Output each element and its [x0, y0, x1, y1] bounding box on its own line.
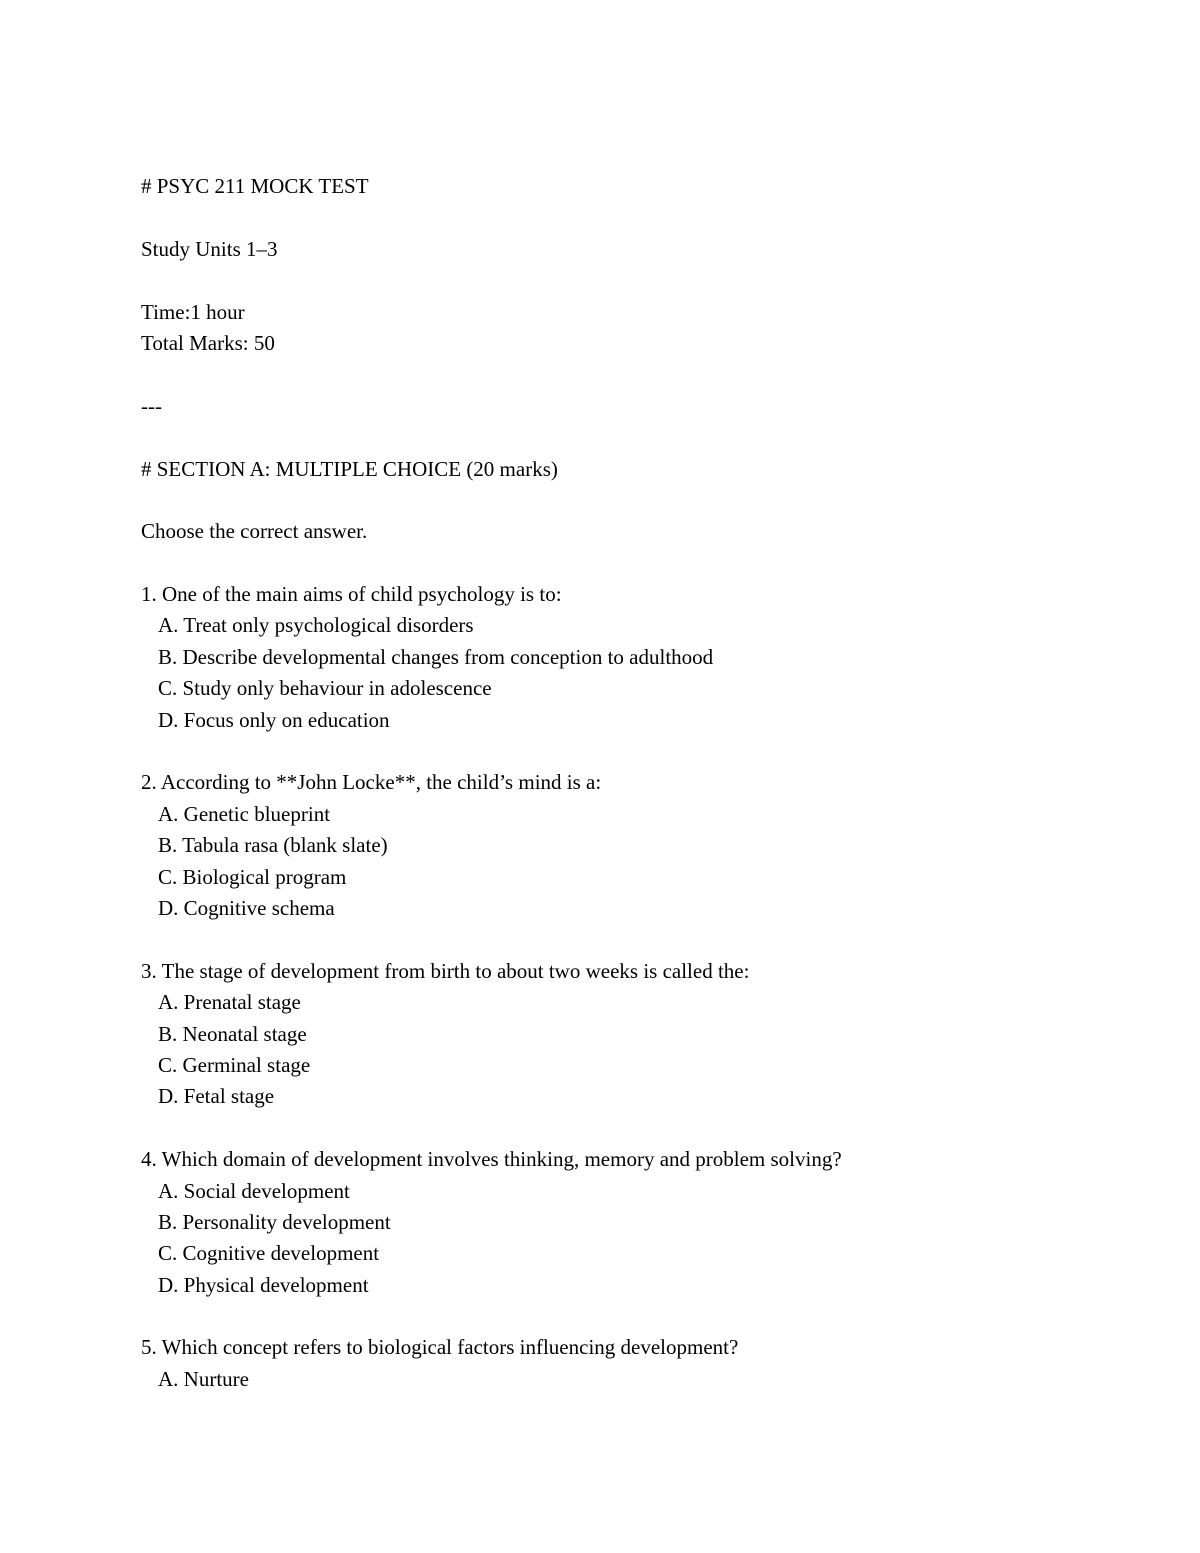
spacer — [141, 1113, 1121, 1144]
answer-option: A. Prenatal stage — [158, 990, 301, 1015]
answer-option: C. Biological program — [158, 864, 347, 889]
spacer — [141, 736, 1121, 767]
total-marks: Total Marks: 50 — [141, 330, 275, 355]
time-limit: Time:1 hour — [141, 299, 245, 324]
document-title: # PSYC 211 MOCK TEST — [141, 174, 369, 198]
section-heading: # SECTION A: MULTIPLE CHOICE (20 marks) — [141, 456, 558, 481]
answer-option: C. Cognitive development — [158, 1241, 380, 1266]
answer-option: B. Neonatal stage — [158, 1021, 307, 1046]
document-body — [141, 171, 1121, 1395]
answer-option: D. Focus only on education — [158, 707, 390, 732]
section-instruction: Choose the correct answer. — [141, 519, 368, 544]
question — [141, 767, 1121, 924]
answer-option: C. Study only behaviour in adolescence — [158, 676, 492, 701]
answer-option: B. Tabula rasa (blank slate) — [158, 833, 388, 858]
answer-option: B. Describe developmental changes from conception to adulthood — [158, 644, 714, 669]
spacer — [141, 202, 1121, 233]
study-units: Study Units 1–3 — [141, 236, 278, 261]
answer-option: B. Personality development — [158, 1209, 391, 1234]
question-stem: 3. The stage of development from birth to about two weeks is called the: — [141, 958, 750, 983]
spacer — [141, 359, 1121, 390]
answer-option: D. Cognitive schema — [158, 895, 335, 920]
answer-option: D. Fetal stage — [158, 1084, 275, 1109]
answer-option: A. Genetic blueprint — [158, 801, 331, 826]
question-stem: 4. Which domain of development involves thinking, memory and problem solving? — [141, 1147, 842, 1172]
question — [141, 579, 1121, 736]
spacer — [141, 548, 1121, 579]
question-stem: 2. According to **John Locke**, the child’s mind is a: — [141, 770, 602, 795]
question — [141, 1144, 1121, 1301]
spacer — [141, 485, 1121, 516]
answer-option: C. Germinal stage — [158, 1052, 311, 1077]
spacer — [141, 1301, 1121, 1332]
answer-option: A. Nurture — [158, 1366, 249, 1391]
question — [141, 956, 1121, 1113]
spacer — [141, 422, 1121, 453]
answer-option: A. Social development — [158, 1178, 350, 1203]
answer-option: A. Treat only psychological disorders — [158, 613, 474, 638]
horizontal-rule-text: --- — [141, 393, 162, 418]
spacer — [141, 924, 1121, 955]
question — [141, 1332, 1121, 1395]
spacer — [141, 265, 1121, 296]
question-stem: 5. Which concept refers to biological factors influencing development? — [141, 1335, 739, 1360]
question-stem: 1. One of the main aims of child psychology is to: — [141, 582, 562, 607]
answer-option: D. Physical development — [158, 1272, 369, 1297]
